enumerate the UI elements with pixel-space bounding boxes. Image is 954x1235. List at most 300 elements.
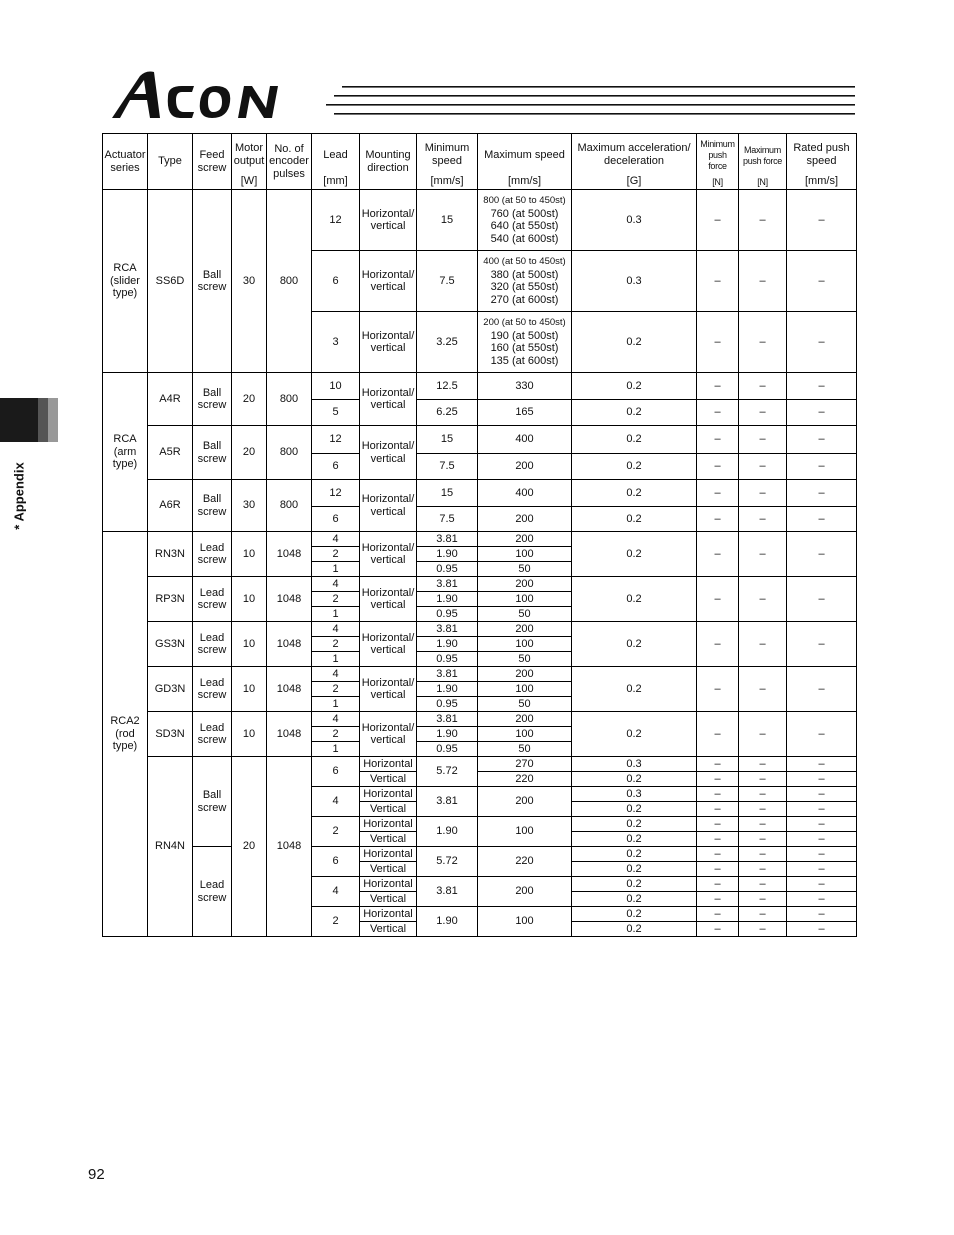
acceleration-cell: 0.2 (572, 400, 697, 426)
appendix-tab-label: * Appendix (11, 462, 27, 530)
max-push-force-cell: – (739, 787, 787, 802)
lead-cell: 6 (312, 507, 360, 532)
max-push-force-cell: – (739, 802, 787, 817)
mounting-cell: Horizontal/ vertical (360, 532, 417, 577)
min-speed-cell: 1.90 (417, 727, 478, 742)
max-push-force-cell: – (739, 251, 787, 312)
min-push-force-cell: – (697, 251, 739, 312)
rated-push-speed-cell: – (787, 922, 857, 937)
min-speed-cell: 5.72 (417, 847, 478, 877)
max-speed-cell: 100 (478, 682, 572, 697)
page-number: 92 (88, 1166, 105, 1183)
mounting-cell: Horizontal/ vertical (360, 312, 417, 373)
max-speed-cell: 100 (478, 592, 572, 607)
column-header-label: Minimum push force (700, 139, 735, 171)
lead-cell: 4 (312, 622, 360, 637)
column-header (478, 134, 572, 190)
max-speed-line: 640 (at 550st) (490, 220, 559, 232)
max-speed-cell: 400 (478, 426, 572, 454)
acon-logo (110, 70, 855, 122)
min-speed-cell: 7.5 (417, 454, 478, 480)
column-header-unit: [mm/s] (805, 175, 838, 187)
mounting-cell: Horizontal (360, 847, 417, 862)
lead-cell: 1 (312, 697, 360, 712)
lead-cell: 10 (312, 373, 360, 400)
acceleration-cell: 0.2 (572, 832, 697, 847)
min-speed-cell: 3.81 (417, 622, 478, 637)
rated-push-speed-cell: – (787, 877, 857, 892)
rated-push-speed-cell: – (787, 787, 857, 802)
acceleration-cell: 0.2 (572, 622, 697, 667)
max-speed-line: 540 (at 600st) (490, 232, 559, 245)
min-push-force-cell: – (697, 892, 739, 907)
acceleration-cell: 0.2 (572, 480, 697, 507)
min-speed-cell: 15 (417, 426, 478, 454)
max-speed-line: 270 (at 600st) (490, 293, 559, 306)
min-speed-cell: 3.81 (417, 877, 478, 907)
min-speed-cell: 0.95 (417, 607, 478, 622)
lead-cell: 1 (312, 562, 360, 577)
mounting-cell: Vertical (360, 922, 417, 937)
motor-output-cell: 10 (232, 622, 267, 667)
min-speed-cell: 1.90 (417, 637, 478, 652)
appendix-tab-stripe (38, 398, 48, 442)
acceleration-cell: 0.3 (572, 787, 697, 802)
column-header (787, 134, 857, 190)
lead-cell: 4 (312, 712, 360, 727)
column-header-label: Lead (323, 148, 348, 161)
lead-cell: 1 (312, 607, 360, 622)
acon-logo-text: ACON (110, 70, 113, 71)
min-push-force-cell: – (697, 787, 739, 802)
lead-cell: 2 (312, 547, 360, 562)
mounting-cell: Horizontal/ vertical (360, 667, 417, 712)
lead-cell: 12 (312, 190, 360, 251)
mounting-cell: Horizontal/ vertical (360, 712, 417, 757)
type-cell: A4R (148, 373, 193, 426)
lead-cell: 2 (312, 907, 360, 937)
rated-push-speed-cell: – (787, 802, 857, 817)
min-push-force-cell: – (697, 862, 739, 877)
table-row (103, 712, 857, 727)
mounting-cell: Horizontal/ vertical (360, 251, 417, 312)
min-speed-cell: 3.81 (417, 712, 478, 727)
feed-screw-cell: Lead screw (193, 532, 232, 577)
series-cell: RCA (slider type) (103, 190, 148, 373)
column-header-unit: [W] (240, 175, 258, 187)
min-speed-cell: 1.90 (417, 547, 478, 562)
max-push-force-cell: – (739, 373, 787, 400)
feed-screw-cell: Ball screw (193, 373, 232, 426)
max-push-force-cell: – (739, 922, 787, 937)
max-push-force-cell: – (739, 622, 787, 667)
rated-push-speed-cell: – (787, 426, 857, 454)
max-speed-cell: 200 (478, 622, 572, 637)
table-row (103, 373, 857, 400)
max-speed-cell: 50 (478, 607, 572, 622)
max-push-force-cell: – (739, 507, 787, 532)
column-header-unit: [mm/s] (430, 175, 464, 187)
rated-push-speed-cell: – (787, 847, 857, 862)
mounting-cell: Vertical (360, 862, 417, 877)
mounting-cell: Horizontal/ vertical (360, 577, 417, 622)
max-speed-line: 400 (at 50 to 450st) (483, 256, 566, 267)
column-header-unit: [N] (757, 176, 768, 187)
acceleration-cell: 0.2 (572, 802, 697, 817)
table-row (103, 667, 857, 682)
acceleration-cell: 0.2 (572, 373, 697, 400)
max-speed-cell: 100 (478, 547, 572, 562)
lead-cell: 2 (312, 817, 360, 847)
rated-push-speed-cell: – (787, 892, 857, 907)
column-header (103, 134, 148, 190)
table-row (103, 532, 857, 547)
min-speed-cell: 1.90 (417, 592, 478, 607)
max-speed-cell: 330 (478, 373, 572, 400)
table-row (103, 577, 857, 592)
column-header-label: Mounting direction (365, 149, 411, 174)
min-push-force-cell: – (697, 922, 739, 937)
lead-cell: 4 (312, 667, 360, 682)
max-speed-line: 135 (at 600st) (490, 354, 559, 367)
min-push-force-cell: – (697, 312, 739, 373)
min-speed-cell: 3.25 (417, 312, 478, 373)
table-row (103, 757, 857, 772)
acceleration-cell: 0.2 (572, 877, 697, 892)
min-speed-cell: 15 (417, 190, 478, 251)
min-speed-cell: 5.72 (417, 757, 478, 787)
min-push-force-cell: – (697, 712, 739, 757)
lead-cell: 6 (312, 847, 360, 877)
motor-output-cell: 10 (232, 667, 267, 712)
lead-cell: 12 (312, 480, 360, 507)
max-speed-cell (478, 312, 572, 373)
max-speed-cell: 400 (478, 480, 572, 507)
acceleration-cell: 0.2 (572, 907, 697, 922)
rated-push-speed-cell: – (787, 577, 857, 622)
encoder-pulses-cell: 1048 (267, 622, 312, 667)
min-push-force-cell: – (697, 400, 739, 426)
min-push-force-cell: – (697, 772, 739, 787)
encoder-pulses-cell: 800 (267, 480, 312, 532)
rated-push-speed-cell: – (787, 251, 857, 312)
max-speed-cell: 200 (478, 877, 572, 907)
column-header-label: No. of encoder pulses (269, 142, 309, 180)
type-cell: A5R (148, 426, 193, 480)
min-push-force-cell: – (697, 847, 739, 862)
rated-push-speed-cell: – (787, 480, 857, 507)
column-header-label: Feed screw (197, 149, 227, 174)
min-speed-cell: 3.81 (417, 532, 478, 547)
column-header-label: Motor output (233, 142, 265, 167)
column-header-label: Maximum speed (484, 148, 565, 161)
max-push-force-cell: – (739, 190, 787, 251)
max-speed-cell: 200 (478, 507, 572, 532)
max-speed-cell (478, 251, 572, 312)
max-speed-line: 800 (at 50 to 450st) (483, 195, 566, 206)
max-push-force-cell: – (739, 712, 787, 757)
rated-push-speed-cell: – (787, 454, 857, 480)
mounting-cell: Horizontal/ vertical (360, 373, 417, 426)
max-push-force-cell: – (739, 532, 787, 577)
min-push-force-cell: – (697, 622, 739, 667)
min-speed-cell: 1.90 (417, 907, 478, 937)
mounting-cell: Horizontal/ vertical (360, 190, 417, 251)
table-row (103, 847, 857, 862)
motor-output-cell: 10 (232, 712, 267, 757)
lead-cell: 2 (312, 637, 360, 652)
min-speed-cell: 6.25 (417, 400, 478, 426)
mounting-cell: Vertical (360, 832, 417, 847)
max-push-force-cell: – (739, 892, 787, 907)
min-speed-cell: 1.90 (417, 817, 478, 847)
min-push-force-cell: – (697, 454, 739, 480)
min-push-force-cell: – (697, 907, 739, 922)
min-speed-cell: 12.5 (417, 373, 478, 400)
acceleration-cell: 0.2 (572, 667, 697, 712)
rated-push-speed-cell: – (787, 667, 857, 712)
encoder-pulses-cell: 1048 (267, 577, 312, 622)
acceleration-cell: 0.3 (572, 757, 697, 772)
feed-screw-cell: Lead screw (193, 622, 232, 667)
rated-push-speed-cell: – (787, 817, 857, 832)
rated-push-speed-cell: – (787, 312, 857, 373)
mounting-cell: Horizontal (360, 877, 417, 892)
rated-push-speed-cell: – (787, 757, 857, 772)
column-header (572, 134, 697, 190)
feed-screw-cell: Ball screw (193, 426, 232, 480)
appendix-tab-stripe-light (48, 398, 58, 442)
max-speed-cell: 220 (478, 772, 572, 787)
rated-push-speed-cell: – (787, 622, 857, 667)
column-header-unit: [N] (712, 176, 723, 187)
encoder-pulses-cell: 800 (267, 190, 312, 373)
min-push-force-cell: – (697, 802, 739, 817)
feed-screw-cell: Ball screw (193, 480, 232, 532)
max-speed-line: 190 (at 500st) (490, 329, 559, 342)
max-speed-cell: 100 (478, 727, 572, 742)
lead-cell: 4 (312, 577, 360, 592)
column-header (697, 134, 739, 190)
lead-cell: 2 (312, 592, 360, 607)
acceleration-cell: 0.2 (572, 817, 697, 832)
type-cell: SS6D (148, 190, 193, 373)
max-speed-cell: 50 (478, 697, 572, 712)
acon-logo-mark (112, 72, 278, 119)
lead-cell: 2 (312, 727, 360, 742)
feed-screw-cell: Lead screw (193, 667, 232, 712)
max-speed-cell: 200 (478, 667, 572, 682)
column-header (360, 134, 417, 190)
column-header-label: Maximum acceleration/ deceleration (577, 142, 691, 167)
lead-cell: 6 (312, 251, 360, 312)
acceleration-cell: 0.2 (572, 532, 697, 577)
encoder-pulses-cell: 1048 (267, 532, 312, 577)
max-speed-cell: 100 (478, 907, 572, 937)
type-cell: RN4N (148, 757, 193, 937)
rated-push-speed-cell: – (787, 907, 857, 922)
mounting-cell: Vertical (360, 802, 417, 817)
type-cell: GD3N (148, 667, 193, 712)
max-speed-line: 320 (at 550st) (490, 281, 559, 293)
rated-push-speed-cell: – (787, 400, 857, 426)
rated-push-speed-cell: – (787, 712, 857, 757)
type-cell: SD3N (148, 712, 193, 757)
table-body (103, 190, 857, 937)
max-speed-cell: 50 (478, 742, 572, 757)
feed-screw-cell: Lead screw (193, 847, 232, 937)
min-speed-cell: 3.81 (417, 667, 478, 682)
max-speed-cell: 220 (478, 847, 572, 877)
lead-cell: 3 (312, 312, 360, 373)
max-push-force-cell: – (739, 426, 787, 454)
series-cell: RCA (arm type) (103, 373, 148, 532)
min-push-force-cell: – (697, 667, 739, 712)
lead-cell: 4 (312, 532, 360, 547)
column-header-label: Maximum push force (742, 144, 783, 166)
min-push-force-cell: – (697, 577, 739, 622)
max-speed-cell: 165 (478, 400, 572, 426)
min-push-force-cell: – (697, 757, 739, 772)
max-push-force-cell: – (739, 847, 787, 862)
type-cell: A6R (148, 480, 193, 532)
max-push-force-cell: – (739, 480, 787, 507)
rated-push-speed-cell: – (787, 373, 857, 400)
column-header-label: Minimum speed (424, 142, 470, 167)
column-header-unit: [G] (626, 175, 642, 187)
min-speed-cell: 15 (417, 480, 478, 507)
max-push-force-cell: – (739, 757, 787, 772)
encoder-pulses-cell: 800 (267, 426, 312, 480)
max-push-force-cell: – (739, 907, 787, 922)
max-speed-cell: 200 (478, 712, 572, 727)
lead-cell: 1 (312, 652, 360, 667)
feed-screw-cell: Lead screw (193, 712, 232, 757)
lead-cell: 4 (312, 877, 360, 907)
max-push-force-cell: – (739, 862, 787, 877)
motor-output-cell: 20 (232, 757, 267, 937)
acceleration-cell: 0.2 (572, 847, 697, 862)
appendix-tab-block (0, 398, 38, 442)
rated-push-speed-cell: – (787, 532, 857, 577)
acceleration-cell: 0.2 (572, 426, 697, 454)
acceleration-cell: 0.2 (572, 577, 697, 622)
max-speed-cell: 100 (478, 817, 572, 847)
actuator-spec-table (102, 133, 857, 937)
motor-output-cell: 20 (232, 426, 267, 480)
max-speed-line: 200 (at 50 to 450st) (483, 317, 566, 328)
min-push-force-cell: – (697, 426, 739, 454)
max-push-force-cell: – (739, 312, 787, 373)
acceleration-cell: 0.2 (572, 507, 697, 532)
mounting-cell: Vertical (360, 772, 417, 787)
min-push-force-cell: – (697, 817, 739, 832)
min-push-force-cell: – (697, 532, 739, 577)
acceleration-cell: 0.2 (572, 712, 697, 757)
mounting-cell: Horizontal/ vertical (360, 426, 417, 480)
max-push-force-cell: – (739, 817, 787, 832)
acceleration-cell: 0.3 (572, 251, 697, 312)
column-header (312, 134, 360, 190)
mounting-cell: Horizontal/ vertical (360, 622, 417, 667)
acceleration-cell: 0.2 (572, 454, 697, 480)
min-speed-cell: 7.5 (417, 251, 478, 312)
lead-cell: 1 (312, 742, 360, 757)
encoder-pulses-cell: 1048 (267, 712, 312, 757)
rated-push-speed-cell: – (787, 862, 857, 877)
lead-cell: 4 (312, 787, 360, 817)
max-push-force-cell: – (739, 877, 787, 892)
min-speed-cell: 3.81 (417, 787, 478, 817)
column-header-label: Rated push speed (793, 142, 850, 167)
acceleration-cell: 0.3 (572, 190, 697, 251)
motor-output-cell: 30 (232, 190, 267, 373)
min-push-force-cell: – (697, 877, 739, 892)
column-header (232, 134, 267, 190)
lead-cell: 6 (312, 454, 360, 480)
max-speed-line: 160 (at 550st) (490, 342, 559, 354)
column-header-unit: [mm/s] (508, 175, 541, 187)
mounting-cell: Horizontal (360, 907, 417, 922)
column-header (267, 134, 312, 190)
feed-screw-cell: Lead screw (193, 577, 232, 622)
min-speed-cell: 0.95 (417, 652, 478, 667)
max-push-force-cell: – (739, 400, 787, 426)
max-speed-line: 380 (at 500st) (490, 268, 559, 281)
mounting-cell: Horizontal (360, 787, 417, 802)
min-push-force-cell: – (697, 507, 739, 532)
motor-output-cell: 10 (232, 577, 267, 622)
mounting-cell: Horizontal/ vertical (360, 480, 417, 532)
rated-push-speed-cell: – (787, 832, 857, 847)
min-push-force-cell: – (697, 190, 739, 251)
max-speed-cell: 50 (478, 562, 572, 577)
mounting-cell: Horizontal (360, 817, 417, 832)
lead-cell: 2 (312, 682, 360, 697)
mounting-cell: Horizontal (360, 757, 417, 772)
max-push-force-cell: – (739, 577, 787, 622)
table-row (103, 480, 857, 507)
max-speed-cell: 100 (478, 637, 572, 652)
type-cell: RP3N (148, 577, 193, 622)
rated-push-speed-cell: – (787, 507, 857, 532)
table-header (103, 134, 857, 190)
encoder-pulses-cell: 1048 (267, 757, 312, 937)
max-speed-line: 760 (at 500st) (490, 207, 559, 220)
lead-cell: 5 (312, 400, 360, 426)
max-speed-cell: 200 (478, 454, 572, 480)
max-speed-cell: 200 (478, 787, 572, 817)
acceleration-cell: 0.2 (572, 862, 697, 877)
max-speed-cell: 270 (478, 757, 572, 772)
min-speed-cell: 0.95 (417, 697, 478, 712)
acceleration-cell: 0.2 (572, 772, 697, 787)
min-push-force-cell: – (697, 373, 739, 400)
acceleration-cell: 0.2 (572, 892, 697, 907)
min-push-force-cell: – (697, 832, 739, 847)
min-speed-cell: 0.95 (417, 562, 478, 577)
feed-screw-cell: Ball screw (193, 190, 232, 373)
max-speed-cell (478, 190, 572, 251)
acceleration-cell: 0.2 (572, 312, 697, 373)
acceleration-cell: 0.2 (572, 922, 697, 937)
feed-screw-cell: Ball screw (193, 757, 232, 847)
header-row (103, 134, 857, 190)
max-push-force-cell: – (739, 667, 787, 712)
column-header-unit: [mm] (323, 175, 348, 187)
column-header (148, 134, 193, 190)
encoder-pulses-cell: 1048 (267, 667, 312, 712)
